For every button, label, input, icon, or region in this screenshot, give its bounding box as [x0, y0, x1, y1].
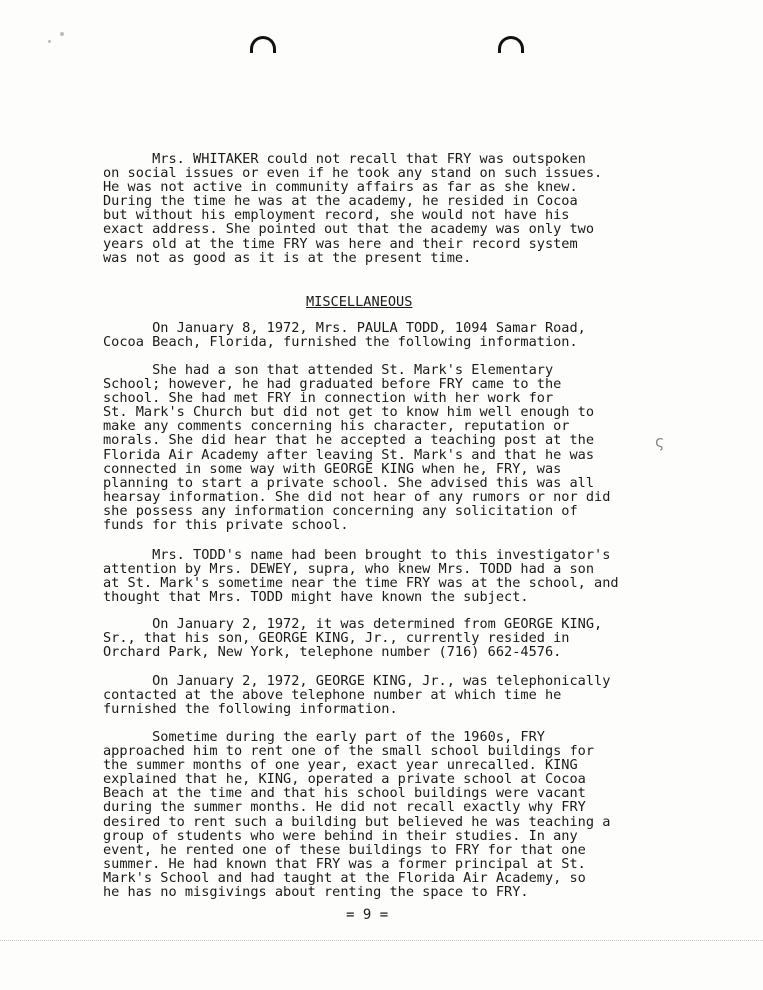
text-line: planning to start a private school. She advised this was all — [103, 474, 595, 491]
text-line: morals. She did hear that he accepted a teaching post at the — [103, 432, 595, 449]
text-line: Mrs. TODD's name had been brought to this investigator's — [103, 547, 611, 563]
text-line: Cocoa Beach, Florida, furnished the following information. — [103, 334, 578, 351]
text-line: thought that Mrs. TODD might have known the subject. — [103, 589, 529, 606]
text-line: hearsay information. She did not hear of any rumors or nor did — [103, 488, 611, 505]
text-line: Mrs. WHITAKER could not recall that FRY was outspoken — [103, 151, 586, 167]
text-line: During the time he was at the academy, he resided in Cocoa — [103, 193, 578, 210]
text-line: school. She had met FRY in connection with her work for — [103, 390, 554, 407]
text-line: on social issues or even if he took any stand on such issues. — [103, 165, 603, 182]
text-line: St. Mark's Church but did not get to know him well enough to — [103, 404, 595, 421]
text-line: Florida Air Academy after leaving St. Mark's and that he was — [103, 446, 595, 463]
text-line: years old at the time FRY was here and their record system — [103, 235, 578, 252]
section-heading: MISCELLANEOUS — [306, 294, 413, 310]
binder-hole-left — [250, 36, 276, 53]
text-line: School; however, he had graduated before FRY came to the — [103, 376, 562, 393]
text-line: On January 2, 1972, GEORGE KING, Jr., was telephonically — [103, 673, 611, 689]
paragraph-todd-statement — [103, 363, 663, 532]
text-line: at St. Mark's sometime near the time FRY was at the school, and — [103, 575, 619, 592]
text-line: attention by Mrs. DEWEY, supra, who knew Mrs. TODD had a son — [103, 561, 595, 578]
text-line: the summer months of one year, exact year unrecalled. KING — [103, 757, 578, 774]
bottom-edge-noise — [0, 940, 763, 941]
text-line: Sr., that his son, GEORGE KING, Jr., currently resided in — [103, 630, 570, 647]
text-line: Orchard Park, New York, telephone number (716) 662-4576. — [103, 644, 562, 661]
text-line: summer. He had known that FRY was a former principal at St. — [103, 855, 586, 872]
text-line: make any comments concerning his character, reputation or — [103, 418, 570, 435]
text-line: explained that he, KING, operated a private school at Cocoa — [103, 771, 586, 788]
text-line: Sometime during the early part of the 1960s, FRY — [103, 729, 545, 745]
paragraph-king-sr — [103, 617, 663, 659]
binder-hole-right — [498, 36, 524, 53]
text-line: but without his employment record, she would not have his — [103, 207, 570, 224]
text-line: furnished the following information. — [103, 701, 398, 718]
text-line: he has no misgivings about renting the space to FRY. — [103, 884, 529, 901]
paper-speck — [60, 32, 64, 36]
text-line: connected in some way with GEORGE KING when he, FRY, was — [103, 460, 562, 477]
margin-annotation: ς — [655, 432, 665, 451]
text-line: She had a son that attended St. Mark's Elementary — [103, 362, 554, 378]
text-line: approached him to rent one of the small school buildings for — [103, 743, 595, 760]
text-line: Mark's School and had taught at the Florida Air Academy, so — [103, 869, 586, 886]
paragraph-todd-intro — [103, 321, 663, 349]
text-line: event, he rented one of these buildings to FRY for that one — [103, 841, 586, 858]
text-line: funds for this private school. — [103, 517, 349, 534]
text-line: group of students who were behind in their studies. In any — [103, 827, 578, 844]
text-line: exact address. She pointed out that the academy was only two — [103, 221, 595, 238]
text-line: during the summer months. He did not recall exactly why FRY — [103, 799, 586, 816]
text-line: On January 2, 1972, it was determined from GEORGE KING, — [103, 616, 603, 632]
text-line: He was not active in community affairs as far as she knew. — [103, 179, 578, 196]
page-number: = 9 = — [346, 907, 389, 923]
paragraph-king-jr-statement — [103, 730, 663, 899]
paragraph-todd-source — [103, 548, 663, 604]
text-line: desired to rent such a building but believed he was teaching a — [103, 813, 611, 830]
text-line: contacted at the above telephone number at which time he — [103, 687, 562, 704]
paragraph-whitaker — [103, 152, 663, 265]
paragraph-king-jr-contact — [103, 674, 663, 716]
paper-speck — [48, 40, 51, 43]
text-line: Beach at the time and that his school buildings were vacant — [103, 785, 586, 802]
text-line: On January 8, 1972, Mrs. PAULA TODD, 1094 Samar Road, — [103, 320, 586, 336]
text-line: she possess any information concerning any solicitation of — [103, 502, 578, 519]
text-line: was not as good as it is at the present time. — [103, 249, 472, 266]
